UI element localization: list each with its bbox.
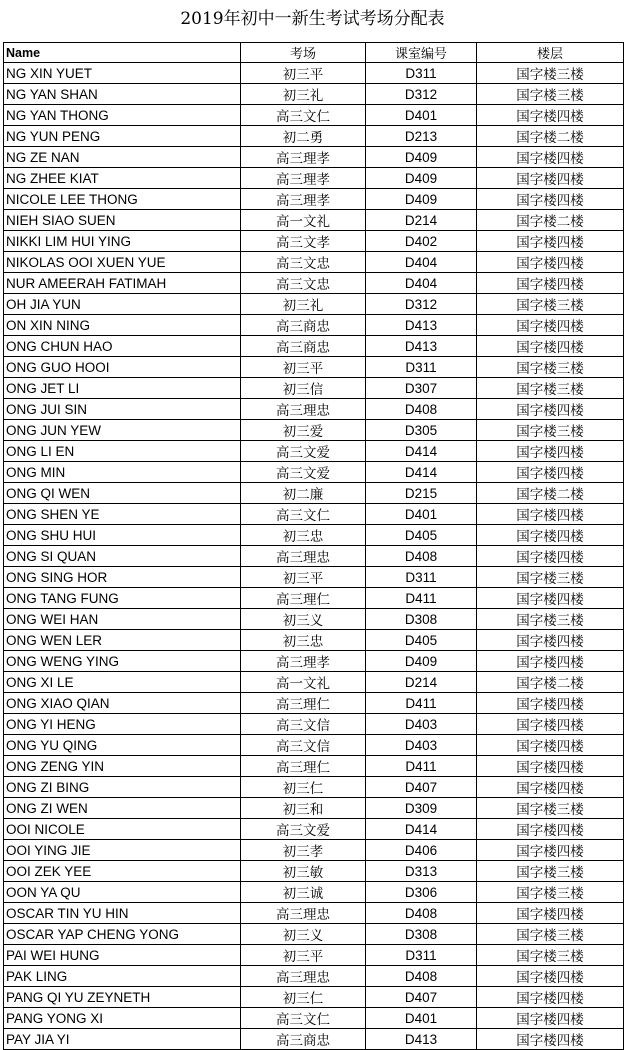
cell-room: D402	[366, 231, 477, 252]
cell-class: 高三商忠	[241, 315, 366, 336]
cell-floor: 国字楼二楼	[477, 126, 624, 147]
cell-room: D407	[366, 987, 477, 1008]
cell-floor: 国字楼二楼	[477, 672, 624, 693]
table-row	[4, 966, 624, 987]
cell-class: 高三文信	[241, 714, 366, 735]
cell-room: D311	[366, 63, 477, 84]
cell-room: D413	[366, 336, 477, 357]
cell-name: ONG CHUN HAO	[4, 336, 241, 357]
cell-class: 高三理孝	[241, 168, 366, 189]
cell-floor: 国字楼三楼	[477, 420, 624, 441]
cell-floor: 国字楼三楼	[477, 357, 624, 378]
table-row	[4, 168, 624, 189]
cell-name: NG YAN THONG	[4, 105, 241, 126]
cell-room: D414	[366, 462, 477, 483]
table-row	[4, 714, 624, 735]
cell-room: D411	[366, 588, 477, 609]
table-row	[4, 63, 624, 84]
cell-class: 高三理孝	[241, 651, 366, 672]
cell-room: D308	[366, 609, 477, 630]
cell-room: D403	[366, 714, 477, 735]
cell-room: D414	[366, 819, 477, 840]
table-row	[4, 651, 624, 672]
cell-name: ONG WEN LER	[4, 630, 241, 651]
table-row	[4, 861, 624, 882]
cell-floor: 国字楼四楼	[477, 105, 624, 126]
cell-floor: 国字楼四楼	[477, 1029, 624, 1050]
table-header-row	[4, 43, 624, 63]
cell-floor: 国字楼四楼	[477, 273, 624, 294]
table-row	[4, 840, 624, 861]
cell-name: ONG LI EN	[4, 441, 241, 462]
cell-class: 初二廉	[241, 483, 366, 504]
cell-floor: 国字楼二楼	[477, 483, 624, 504]
cell-floor: 国字楼四楼	[477, 903, 624, 924]
cell-room: D404	[366, 273, 477, 294]
cell-floor: 国字楼四楼	[477, 399, 624, 420]
cell-name: ONG XIAO QIAN	[4, 693, 241, 714]
cell-room: D308	[366, 924, 477, 945]
cell-name: OON YA QU	[4, 882, 241, 903]
cell-class: 高三商忠	[241, 336, 366, 357]
cell-name: PAY JIA YI	[4, 1029, 241, 1050]
cell-name: ONG YI HENG	[4, 714, 241, 735]
cell-name: ONG JUN YEW	[4, 420, 241, 441]
cell-class: 初三平	[241, 945, 366, 966]
table-row	[4, 126, 624, 147]
cell-room: D414	[366, 441, 477, 462]
cell-floor: 国字楼四楼	[477, 651, 624, 672]
table-body	[4, 63, 624, 1050]
cell-floor: 国字楼二楼	[477, 210, 624, 231]
cell-name: ONG SHU HUI	[4, 525, 241, 546]
table-row	[4, 252, 624, 273]
cell-floor: 国字楼四楼	[477, 714, 624, 735]
cell-class: 初三礼	[241, 84, 366, 105]
cell-floor: 国字楼四楼	[477, 504, 624, 525]
cell-floor: 国字楼三楼	[477, 84, 624, 105]
cell-name: NIKKI LIM HUI YING	[4, 231, 241, 252]
table-row	[4, 441, 624, 462]
cell-name: NG ZE NAN	[4, 147, 241, 168]
cell-room: D312	[366, 294, 477, 315]
cell-class: 高三文忠	[241, 252, 366, 273]
cell-class: 高三文仁	[241, 105, 366, 126]
cell-room: D311	[366, 357, 477, 378]
cell-room: D401	[366, 105, 477, 126]
cell-floor: 国字楼四楼	[477, 546, 624, 567]
cell-room: D409	[366, 651, 477, 672]
cell-class: 初三信	[241, 378, 366, 399]
cell-floor: 国字楼四楼	[477, 1008, 624, 1029]
cell-room: D413	[366, 315, 477, 336]
cell-room: D311	[366, 567, 477, 588]
cell-class: 初二勇	[241, 126, 366, 147]
cell-room: D405	[366, 525, 477, 546]
cell-room: D214	[366, 672, 477, 693]
table-row	[4, 189, 624, 210]
table-row	[4, 231, 624, 252]
cell-floor: 国字楼三楼	[477, 567, 624, 588]
table-row	[4, 819, 624, 840]
table-row	[4, 567, 624, 588]
cell-room: D214	[366, 210, 477, 231]
cell-room: D401	[366, 504, 477, 525]
table-row	[4, 378, 624, 399]
cell-floor: 国字楼四楼	[477, 777, 624, 798]
table-row	[4, 210, 624, 231]
cell-class: 高三文爱	[241, 441, 366, 462]
cell-class: 初三仁	[241, 777, 366, 798]
cell-room: D312	[366, 84, 477, 105]
cell-name: ON XIN NING	[4, 315, 241, 336]
exam-room-table	[3, 42, 624, 1050]
cell-class: 高三理忠	[241, 399, 366, 420]
cell-name: ONG QI WEN	[4, 483, 241, 504]
cell-name: OOI ZEK YEE	[4, 861, 241, 882]
cell-name: NIKOLAS OOI XUEN YUE	[4, 252, 241, 273]
table-row	[4, 798, 624, 819]
cell-class: 初三忠	[241, 525, 366, 546]
cell-class: 初三爱	[241, 420, 366, 441]
cell-class: 高三文孝	[241, 231, 366, 252]
cell-class: 高三理仁	[241, 756, 366, 777]
cell-name: PAK LING	[4, 966, 241, 987]
cell-room: D408	[366, 399, 477, 420]
cell-class: 初三义	[241, 609, 366, 630]
cell-name: PANG YONG XI	[4, 1008, 241, 1029]
cell-name: NICOLE LEE THONG	[4, 189, 241, 210]
table-row	[4, 483, 624, 504]
cell-name: OSCAR YAP CHENG YONG	[4, 924, 241, 945]
cell-floor: 国字楼四楼	[477, 189, 624, 210]
table-row	[4, 987, 624, 1008]
cell-name: OOI YING JIE	[4, 840, 241, 861]
cell-room: D405	[366, 630, 477, 651]
cell-room: D404	[366, 252, 477, 273]
cell-name: OOI NICOLE	[4, 819, 241, 840]
cell-floor: 国字楼四楼	[477, 756, 624, 777]
column-header-name: Name	[4, 43, 241, 63]
cell-floor: 国字楼三楼	[477, 924, 624, 945]
cell-class: 高一文礼	[241, 672, 366, 693]
page-title: 2019年初中一新生考试考场分配表	[180, 9, 445, 29]
cell-room: D409	[366, 147, 477, 168]
cell-floor: 国字楼三楼	[477, 63, 624, 84]
cell-class: 高三文爱	[241, 819, 366, 840]
cell-room: D313	[366, 861, 477, 882]
cell-name: ONG ZENG YIN	[4, 756, 241, 777]
cell-floor: 国字楼四楼	[477, 966, 624, 987]
table-row	[4, 630, 624, 651]
table-row	[4, 420, 624, 441]
table-row	[4, 672, 624, 693]
cell-class: 高三理孝	[241, 189, 366, 210]
cell-class: 初三忠	[241, 630, 366, 651]
table-row	[4, 735, 624, 756]
cell-floor: 国字楼四楼	[477, 231, 624, 252]
cell-room: D409	[366, 168, 477, 189]
cell-floor: 国字楼三楼	[477, 798, 624, 819]
cell-floor: 国字楼四楼	[477, 462, 624, 483]
cell-name: ONG XI LE	[4, 672, 241, 693]
cell-class: 高三理仁	[241, 693, 366, 714]
cell-name: NIEH SIAO SUEN	[4, 210, 241, 231]
cell-name: ONG SI QUAN	[4, 546, 241, 567]
cell-floor: 国字楼三楼	[477, 861, 624, 882]
cell-room: D411	[366, 693, 477, 714]
cell-floor: 国字楼四楼	[477, 315, 624, 336]
cell-room: D311	[366, 945, 477, 966]
table-row	[4, 882, 624, 903]
cell-floor: 国字楼四楼	[477, 693, 624, 714]
cell-room: D403	[366, 735, 477, 756]
cell-name: ONG ZI BING	[4, 777, 241, 798]
cell-floor: 国字楼四楼	[477, 336, 624, 357]
cell-class: 初三平	[241, 63, 366, 84]
cell-floor: 国字楼四楼	[477, 441, 624, 462]
cell-floor: 国字楼三楼	[477, 378, 624, 399]
cell-room: D306	[366, 882, 477, 903]
table-row	[4, 903, 624, 924]
table-row	[4, 105, 624, 126]
cell-floor: 国字楼四楼	[477, 252, 624, 273]
table-row	[4, 546, 624, 567]
cell-name: OH JIA YUN	[4, 294, 241, 315]
table-row	[4, 693, 624, 714]
cell-room: D213	[366, 126, 477, 147]
cell-class: 高三理孝	[241, 147, 366, 168]
cell-floor: 国字楼四楼	[477, 525, 624, 546]
cell-floor: 国字楼四楼	[477, 987, 624, 1008]
cell-class: 初三诚	[241, 882, 366, 903]
table-row	[4, 336, 624, 357]
cell-floor: 国字楼三楼	[477, 294, 624, 315]
cell-name: PANG QI YU ZEYNETH	[4, 987, 241, 1008]
cell-room: D406	[366, 840, 477, 861]
cell-floor: 国字楼四楼	[477, 735, 624, 756]
table-row	[4, 924, 624, 945]
cell-class: 高三商忠	[241, 1029, 366, 1050]
table-row	[4, 756, 624, 777]
cell-class: 高三文仁	[241, 1008, 366, 1029]
cell-class: 高三文忠	[241, 273, 366, 294]
cell-name: NUR AMEERAH FATIMAH	[4, 273, 241, 294]
cell-floor: 国字楼四楼	[477, 588, 624, 609]
cell-room: D408	[366, 966, 477, 987]
cell-floor: 国字楼四楼	[477, 630, 624, 651]
cell-name: NG ZHEE KIAT	[4, 168, 241, 189]
cell-name: ONG SHEN YE	[4, 504, 241, 525]
cell-name: ONG WEI HAN	[4, 609, 241, 630]
cell-class: 初三孝	[241, 840, 366, 861]
cell-class: 高三文信	[241, 735, 366, 756]
table-row	[4, 315, 624, 336]
table-row	[4, 504, 624, 525]
cell-class: 高三理忠	[241, 966, 366, 987]
cell-class: 高一文礼	[241, 210, 366, 231]
table-row	[4, 609, 624, 630]
cell-floor: 国字楼四楼	[477, 147, 624, 168]
cell-floor: 国字楼三楼	[477, 945, 624, 966]
cell-floor: 国字楼三楼	[477, 882, 624, 903]
table-row	[4, 525, 624, 546]
table-row	[4, 399, 624, 420]
cell-room: D413	[366, 1029, 477, 1050]
cell-room: D407	[366, 777, 477, 798]
table-row	[4, 294, 624, 315]
cell-class: 高三理忠	[241, 546, 366, 567]
cell-floor: 国字楼四楼	[477, 819, 624, 840]
cell-name: ONG JET LI	[4, 378, 241, 399]
cell-class: 初三平	[241, 357, 366, 378]
cell-floor: 国字楼四楼	[477, 840, 624, 861]
cell-name: ONG WENG YING	[4, 651, 241, 672]
cell-room: D411	[366, 756, 477, 777]
cell-room: D408	[366, 903, 477, 924]
cell-room: D408	[366, 546, 477, 567]
table-row	[4, 777, 624, 798]
cell-room: D215	[366, 483, 477, 504]
cell-class: 初三平	[241, 567, 366, 588]
cell-name: ONG SING HOR	[4, 567, 241, 588]
table-row	[4, 588, 624, 609]
table-row	[4, 462, 624, 483]
column-header-room: 课室编号	[366, 43, 477, 63]
cell-room: D305	[366, 420, 477, 441]
cell-class: 高三理仁	[241, 588, 366, 609]
cell-name: OSCAR TIN YU HIN	[4, 903, 241, 924]
cell-room: D401	[366, 1008, 477, 1029]
table-row	[4, 1029, 624, 1050]
cell-name: ONG YU QING	[4, 735, 241, 756]
table-row	[4, 1008, 624, 1029]
cell-class: 初三仁	[241, 987, 366, 1008]
column-header-class: 考场	[241, 43, 366, 63]
cell-name: ONG ZI WEN	[4, 798, 241, 819]
cell-class: 初三和	[241, 798, 366, 819]
cell-floor: 国字楼四楼	[477, 168, 624, 189]
table-row	[4, 357, 624, 378]
cell-name: ONG TANG FUNG	[4, 588, 241, 609]
table-row	[4, 84, 624, 105]
cell-class: 高三文仁	[241, 504, 366, 525]
cell-room: D307	[366, 378, 477, 399]
cell-room: D309	[366, 798, 477, 819]
cell-name: ONG GUO HOOI	[4, 357, 241, 378]
cell-class: 高三理忠	[241, 903, 366, 924]
cell-name: NG XIN YUET	[4, 63, 241, 84]
table-row	[4, 147, 624, 168]
cell-floor: 国字楼三楼	[477, 609, 624, 630]
cell-name: NG YAN SHAN	[4, 84, 241, 105]
cell-name: NG YUN PENG	[4, 126, 241, 147]
cell-name: ONG JUI SIN	[4, 399, 241, 420]
cell-class: 初三敏	[241, 861, 366, 882]
table-row	[4, 945, 624, 966]
cell-name: PAI WEI HUNG	[4, 945, 241, 966]
column-header-floor: 楼层	[477, 43, 624, 63]
cell-name: ONG MIN	[4, 462, 241, 483]
cell-class: 初三义	[241, 924, 366, 945]
cell-room: D409	[366, 189, 477, 210]
table-row	[4, 273, 624, 294]
cell-class: 高三文爱	[241, 462, 366, 483]
cell-class: 初三礼	[241, 294, 366, 315]
